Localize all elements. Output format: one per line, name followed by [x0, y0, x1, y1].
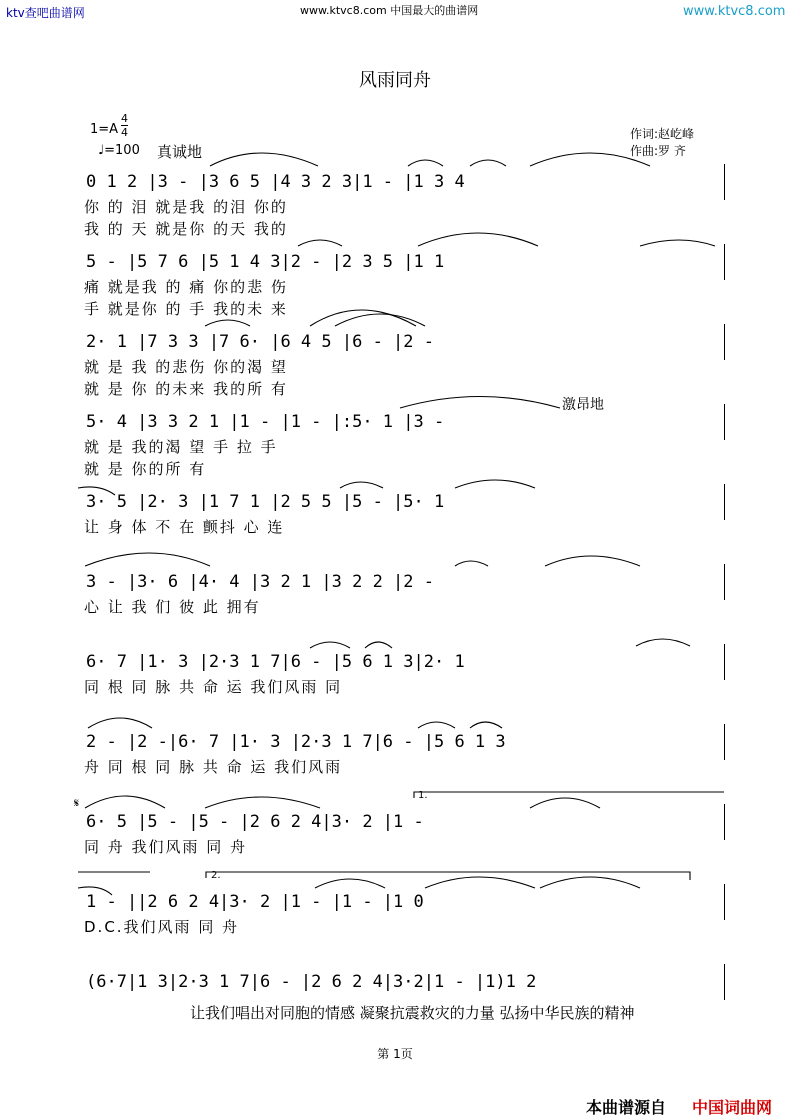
lyric-line-1: D.C.我们风雨 同 舟: [84, 918, 240, 936]
volta-1: 1.: [418, 790, 428, 801]
expression-excited: 激昂地: [562, 397, 604, 413]
slur: [78, 487, 115, 495]
composer: 作曲:罗 齐: [630, 144, 686, 158]
site-url[interactable]: www.ktvc8.com: [683, 4, 786, 19]
notes-line: (6·7|1 3|2·3 1 7|6 - |2 6 2 4|3·2|1 - |1)1 2: [86, 972, 537, 992]
lyric-line-2: 我 的 天 就是你 的天 我的: [84, 220, 288, 238]
notes-line: 5 - |5 7 6 |5 1 4 3|2 - |2 3 5 |1 1: [86, 252, 445, 272]
lyric-line-1: 就 是 我的渴 望 手 拉 手: [84, 438, 278, 456]
lyric-line-1: 心 让 我 们 彼 此 拥有: [84, 598, 261, 616]
slur: [470, 160, 506, 166]
lyric-line-2: 手 就是你 的 手 我的未 来: [84, 300, 288, 318]
notes-line: 0 1 2 |3 - |3 6 5 |4 3 2 3|1 - |1 3 4: [86, 172, 465, 192]
notes-line: 6· 5 |5 - |5 - |2 6 2 4|3· 2 |1 -: [86, 812, 424, 832]
volta-line: [206, 872, 690, 880]
slur: [298, 240, 342, 246]
volta-2: 2.: [211, 870, 221, 881]
slur: [340, 482, 383, 488]
lyric-line-1: 同 舟 我们风雨 同 舟: [84, 838, 248, 856]
slur: [205, 320, 250, 326]
slur: [85, 796, 165, 808]
volta-line: [414, 792, 724, 798]
source-label: 本曲谱源自: [586, 1098, 667, 1117]
key-signature: 1=A: [90, 122, 119, 137]
time-bottom: 4: [121, 126, 128, 139]
slur: [365, 642, 392, 648]
slur: [470, 722, 502, 728]
slur: [455, 480, 535, 488]
lyric-line-1: 让我们唱出对同胞的情感 凝聚抗震救灾的力量 弘扬中华民族的精神: [190, 1004, 635, 1022]
lyric-line-1: 同 根 同 脉 共 命 运 我们风雨 同: [84, 678, 343, 696]
site-banner: www.ktvc8.com 中国最大的曲谱网: [300, 4, 479, 17]
slur: [545, 556, 640, 566]
lyric-line-2: 就 是 你 的未来 我的所 有: [84, 380, 288, 398]
lyric-line-1: 让 身 体 不 在 颤抖 心 连: [84, 518, 285, 536]
slur: [418, 233, 538, 246]
slur: [85, 553, 210, 566]
lyric-line-1: 就 是 我 的悲伤 你的渴 望: [84, 358, 288, 376]
notes-line: 3 - |3· 6 |4· 4 |3 2 1 |3 2 2 |2 -: [86, 572, 434, 592]
slur: [205, 797, 320, 808]
time-top: 4: [121, 112, 128, 125]
lyric-line-1: 舟 同 根 同 脉 共 命 运 我们风雨: [84, 758, 343, 776]
notes-line: 1 - ||2 6 2 4|3· 2 |1 - |1 - |1 0: [86, 892, 424, 912]
song-title: 风雨同舟: [359, 70, 431, 91]
source-site[interactable]: 中国词曲网: [692, 1098, 773, 1117]
page-number: 第 1页: [377, 1047, 413, 1061]
slur: [315, 879, 385, 888]
slur: [425, 877, 535, 888]
lyric-line-1: 痛 就是我 的 痛 你的悲 伤: [84, 278, 288, 296]
notes-line: 2· 1 |7 3 3 |7 6· |6 4 5 |6 - |2 -: [86, 332, 434, 352]
slur: [335, 314, 425, 326]
segno-mark: 𝄋: [74, 796, 80, 810]
notes-line: 2 - |2 -|6· 7 |1· 3 |2·3 1 7|6 - |5 6 1 3: [86, 732, 506, 752]
slur: [310, 310, 416, 326]
lyric-line-1: 你 的 泪 就是我 的泪 你的: [84, 198, 288, 216]
lyricist: 作词:赵屹峰: [630, 127, 695, 141]
site-logo-left: ktv查吧曲谱网: [6, 6, 85, 20]
slur: [530, 798, 600, 808]
tempo-mark: ♩=100: [98, 143, 140, 158]
slur: [530, 153, 650, 166]
slur: [408, 160, 443, 166]
slur: [640, 240, 715, 246]
slur: [400, 397, 560, 409]
slur: [418, 722, 455, 728]
slur: [210, 153, 318, 166]
notes-line: 3· 5 |2· 3 |1 7 1 |2 5 5 |5 - |5· 1: [86, 492, 445, 512]
slur: [540, 877, 640, 888]
lyric-line-2: 就 是 你的所 有: [84, 460, 207, 478]
slur: [78, 887, 112, 895]
notes-line: 5· 4 |3 3 2 1 |1 - |1 - |:5· 1 |3 -: [86, 412, 445, 432]
slur: [88, 718, 152, 728]
slur: [310, 642, 350, 648]
slur: [455, 561, 488, 566]
expression-mark: 真诚地: [157, 143, 203, 161]
notes-line: 6· 7 |1· 3 |2·3 1 7|6 - |5 6 1 3|2· 1: [86, 652, 465, 672]
slur: [636, 639, 690, 646]
